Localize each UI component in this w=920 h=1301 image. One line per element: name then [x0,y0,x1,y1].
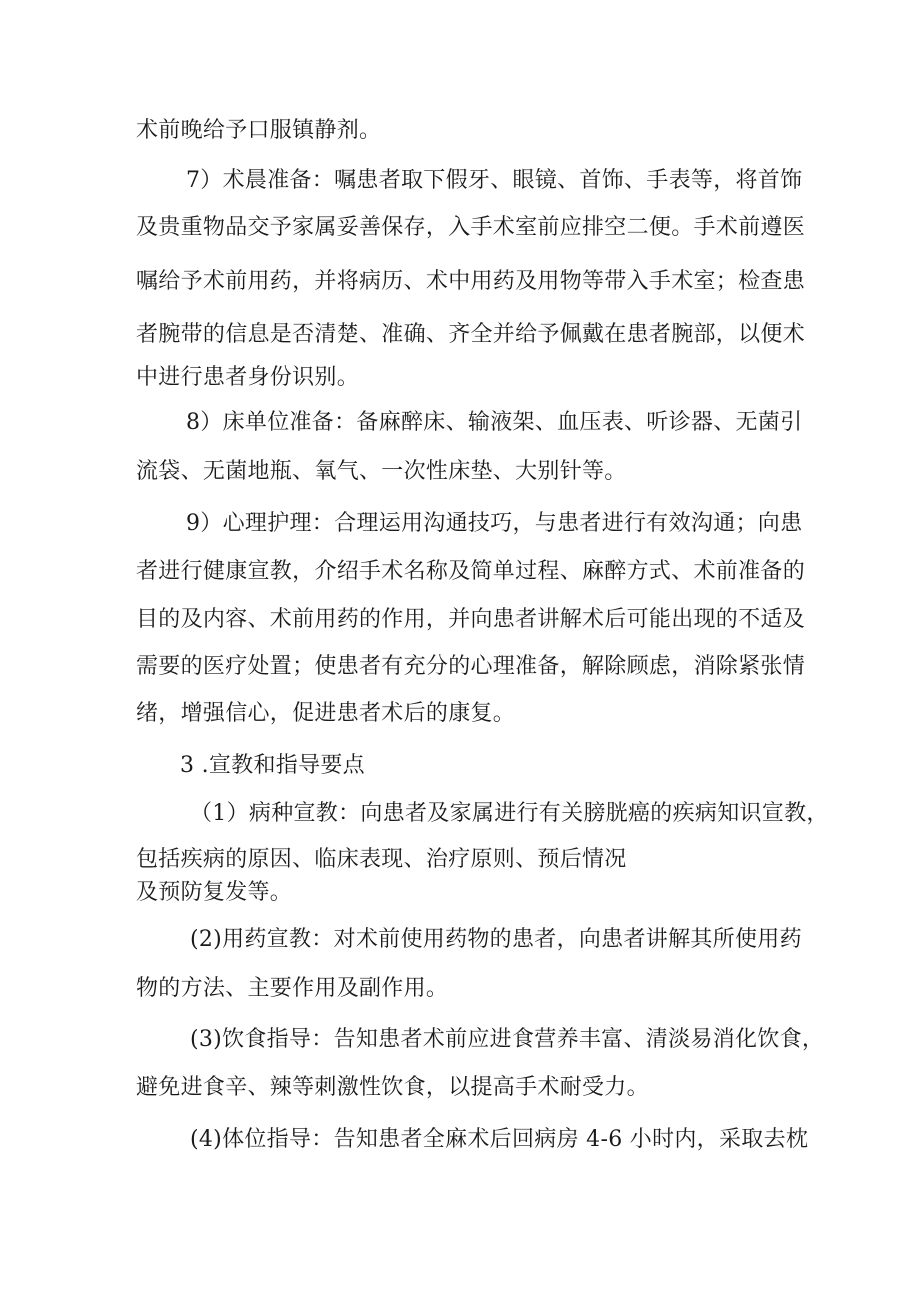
paragraph-line: 中进行患者身份识别。 [136,365,360,390]
paragraph-line: 绪，增强信心，促进患者术后的康复。 [136,701,516,726]
paragraph-line: 者腕带的信息是否清楚、准确、齐全并给予佩戴在患者腕部，以便术 [136,322,806,347]
paragraph-line: 需要的医疗处置；使患者有充分的心理准备，解除顾虑，消除紧张情 [136,654,806,679]
paragraph-line: 者进行健康宣教，介绍手术名称及简单过程、麻醉方式、术前准备的 [136,559,806,584]
paragraph-line: (2)用药宣教：对术前使用药物的患者，向患者讲解其所使用药 [190,927,802,952]
paragraph-line: 流袋、无菌地瓶、氧气、一次性床垫、大别针等。 [136,459,627,484]
paragraph-line: 嘱给予术前用药，并将病历、术中用药及用物等带入手术室；检查患 [136,269,806,294]
paragraph-line: （1）病种宣教：向患者及家属进行有关膀胱癌的疾病知识宣教， [190,801,829,826]
paragraph-line: 包括疾病的原因、临床表现、治疗原则、预后情况 [136,847,627,872]
paragraph-line: 及预防复发等。 [136,880,293,905]
paragraph-line: (3)饮食指导：告知患者术前应进食营养丰富、清淡易消化饮食， [190,1027,825,1052]
paragraph-line: (4)体位指导：告知患者全麻术后回病房 4-6 小时内，采取去枕 [190,1127,809,1152]
paragraph-line: 避免进食辛、辣等刺激性饮食，以提高手术耐受力。 [136,1075,649,1100]
paragraph-line: 术前晚给予口服镇静剂。 [136,118,382,143]
paragraph-line: 7）术晨准备：嘱患者取下假牙、眼镜、首饰、手表等，将首饰 [186,168,803,193]
paragraph-line: 物的方法、主要作用及副作用。 [136,976,449,1001]
paragraph-line: 及贵重物品交予家属妥善保存，入手术室前应排空二便。手术前遵医 [136,215,806,240]
paragraph-line: 目的及内容、术前用药的作用，并向患者讲解术后可能出现的不适及 [136,607,806,632]
paragraph-line: 8）床单位准备：备麻醉床、输液架、血压表、听诊器、无菌引 [186,410,803,435]
paragraph-line: 9）心理护理：合理运用沟通技巧，与患者进行有效沟通；向患 [186,511,803,536]
section-heading: 3 .宣教和指导要点 [180,753,365,778]
